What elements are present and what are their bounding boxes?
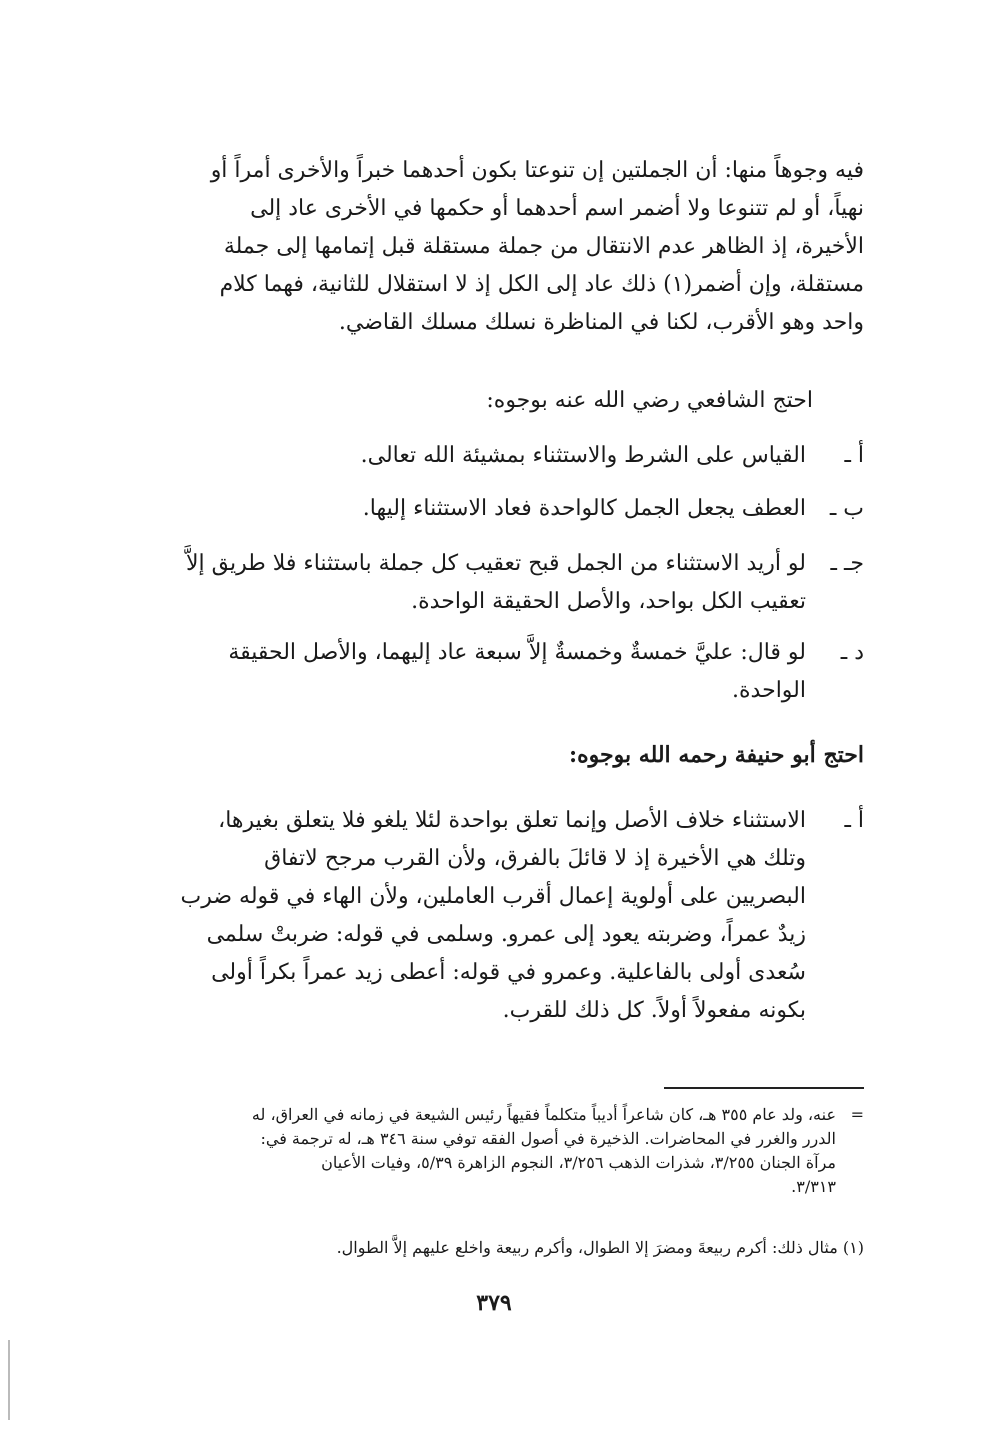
intro-line: مستقلة، وإن أضمر(١) ذلك عاد إلى الكل إذ لا استقلال للثانية، فهما كلام — [219, 272, 864, 297]
shafii-item-a — [174, 437, 864, 475]
page-number: ٣٧٩ — [476, 1290, 512, 1316]
item-line: سُعدى أولى بالفاعلية. وعمرو في قوله: أعطى زيد عمراً بكراً أولى — [211, 960, 806, 985]
scan-edge-mark — [8, 1340, 10, 1420]
footnote-continuation-marker: = — [850, 1105, 864, 1124]
item-marker: جـ ـ — [830, 551, 864, 576]
hanifa-heading: احتج أبو حنيفة رحمه الله بوجوه: — [569, 742, 864, 768]
intro-line: نهياً، أو لم تتنوعا ولا أضمر اسم أحدهما أو حكمها في الأخرى عاد إلى — [250, 196, 864, 221]
footnote-divider — [664, 1087, 864, 1089]
item-line: لو أريد الاستثناء من الجمل قبح تعقيب كل جملة باستثناء فلا طريق إلاَّ — [185, 551, 806, 576]
intro-paragraph — [174, 152, 864, 342]
shafii-item-c — [174, 545, 864, 621]
item-line: وتلك هي الأخيرة إذ لا قائلَ بالفرق، ولأن القرب مرجح لاتفاق — [264, 846, 806, 871]
shafii-heading: احتج الشافعي رضي الله عنه بوجوه: — [486, 388, 813, 413]
item-line: الاستثناء خلاف الأصل وإنما تعلق بواحدة لئلا يلغو فلا يتعلق بغيرها، — [218, 808, 806, 833]
intro-line: فيه وجوهاً منها: أن الجملتين إن تنوعتا بكون أحدهما خبراً والأخرى أمراً أو — [210, 158, 864, 183]
item-line: بكونه مفعولاً أولاً. كل ذلك للقرب. — [502, 998, 806, 1023]
footnote-one: (١) مثال ذلك: أكرم ربيعةَ ومضرَ إلا الطوال، وأكرم ربيعة واخلع عليهم إلاَّ الطوال. — [336, 1238, 864, 1257]
item-line: تعقيب الكل بواحد، والأصل الحقيقة الواحدة. — [411, 589, 806, 614]
item-line: العطف يجعل الجمل كالواحدة فعاد الاستثناء إليها. — [362, 496, 806, 521]
item-marker: أ ـ — [844, 808, 864, 833]
hanifa-item-a — [174, 802, 864, 1030]
intro-line: الأخيرة، إذ الظاهر عدم الانتقال من جملة مستقلة قبل إتمامها إلى جملة — [223, 234, 864, 259]
footnote-line: مرآة الجنان ٣/٢٥٥، شذرات الذهب ٣/٢٥٦، النجوم الزاهرة ٥/٣٩، وفيات الأعيان — [321, 1153, 836, 1172]
item-line: الواحدة. — [732, 678, 806, 703]
item-marker: ب ـ — [829, 496, 864, 521]
intro-line: واحد وهو الأقرب، لكنا في المناظرة نسلك مسلك القاضي. — [338, 310, 864, 335]
item-line: البصريين على أولوية إعمال أقرب العاملين، ولأن الهاء في قوله ضرب — [180, 884, 806, 909]
footnote-line: ٣/٣١٣. — [791, 1177, 836, 1196]
footnote-line: عنه، ولد عام ٣٥٥ هـ، كان شاعراً أديباً متكلماً فقيهاً رئيس الشيعة في زمانه في العراق، له — [251, 1105, 836, 1124]
item-line: القياس على الشرط والاستثناء بمشيئة الله تعالى. — [360, 443, 806, 468]
item-line: زيدٌ عمراً، وضربته يعود إلى عمرو. وسلمى في قوله: ضربتْ سلمى — [206, 922, 806, 947]
shafii-item-d — [174, 634, 864, 710]
footnote-line: الدرر والغرر في المحاضرات. الذخيرة في أصول الفقه توفي سنة ٣٤٦ هـ، له ترجمة في: — [260, 1129, 836, 1148]
shafii-item-b — [174, 490, 864, 528]
item-marker: د ـ — [840, 640, 864, 665]
item-marker: أ ـ — [844, 443, 864, 468]
item-line: لو قال: عليَّ خمسةٌ وخمسةٌ إلاَّ سبعة عاد إليهما، والأصل الحقيقة — [228, 640, 806, 665]
footnote-continuation — [174, 1103, 864, 1199]
